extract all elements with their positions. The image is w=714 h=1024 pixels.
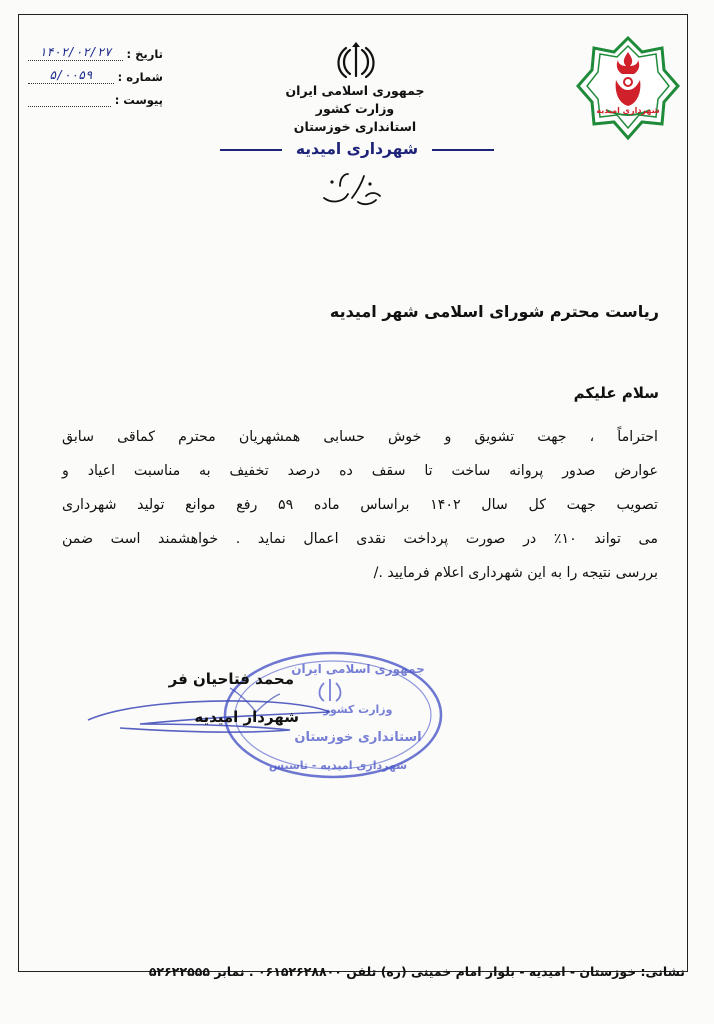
- letter-body: [62, 420, 658, 590]
- letter-meta: [28, 38, 163, 107]
- stamp-line4: شهرداری امیدیه - تاسیس: [268, 759, 408, 772]
- signatory-title: شهردار امیدیه: [194, 708, 299, 726]
- municipality-logo-icon: [572, 32, 684, 144]
- recipient: ریاست محترم شورای اسلامی شهر امیدیه: [329, 302, 659, 321]
- body-line: عوارض صدور پروانه ساخت تا سقف ده درصد تخفیف به مناسبت اعیاد و: [62, 463, 658, 479]
- attachment-value: [28, 91, 111, 107]
- invocation: [318, 168, 388, 208]
- stamp-line3: استانداری خوزستان: [294, 730, 422, 745]
- attachment-row: [28, 84, 163, 107]
- header-line-country: جمهوری اسلامی ایران: [285, 83, 425, 98]
- body-line: احتراماً ، جهت تشویق و خوش حسابی همشهریان محترم کماقی سابق: [62, 429, 658, 445]
- stamp-line1: جمهوری اسلامی ایران: [291, 662, 425, 676]
- number-row: [28, 61, 163, 84]
- header-line-province: استانداری خوزستان: [293, 119, 417, 134]
- signatory-name: محمد فتاحیان فر: [168, 670, 294, 688]
- invocation-calligraphy-icon: [318, 168, 388, 208]
- footer-address: نشانی: خوزستان - امیدیه - بلوار امام خمینی (ره) تلفن ۰۶۱۵۲۶۲۸۸۰۰ . نمابر ۵۲۶۲۲۵۵۵: [148, 964, 685, 979]
- date-label: تاریخ :: [126, 47, 163, 61]
- body-line: تصویب جهت کل سال ۱۴۰۲ براساس ماده ۵۹ رفع موانع تولید شهرداری: [62, 497, 658, 513]
- number-value: ۵/۰۰۵۹: [28, 68, 114, 84]
- body-line: می تواند ۱۰٪ در صورت پرداخت نقدی اعمال نماید . خواهشمند است ضمن: [62, 531, 658, 547]
- number-label: شماره :: [117, 70, 163, 84]
- header-line-ministry: وزارت کشور: [315, 101, 395, 116]
- stamp-line2: وزارت کشور: [323, 703, 393, 716]
- logo-text: شهرداری امیدیه: [596, 106, 660, 115]
- greeting: سلام علیکم: [573, 384, 659, 402]
- municipality-name: شهرداری امیدیه: [295, 140, 419, 158]
- iran-emblem-icon: [335, 40, 377, 82]
- attachment-label: پیوست :: [114, 93, 163, 107]
- date-row: [28, 38, 163, 61]
- body-line: بررسی نتیجه را به این شهرداری اعلام فرمایید ./: [373, 565, 658, 581]
- date-value: ۱۴۰۲/۰۲/۲۷: [28, 45, 123, 61]
- government-header: [250, 82, 460, 136]
